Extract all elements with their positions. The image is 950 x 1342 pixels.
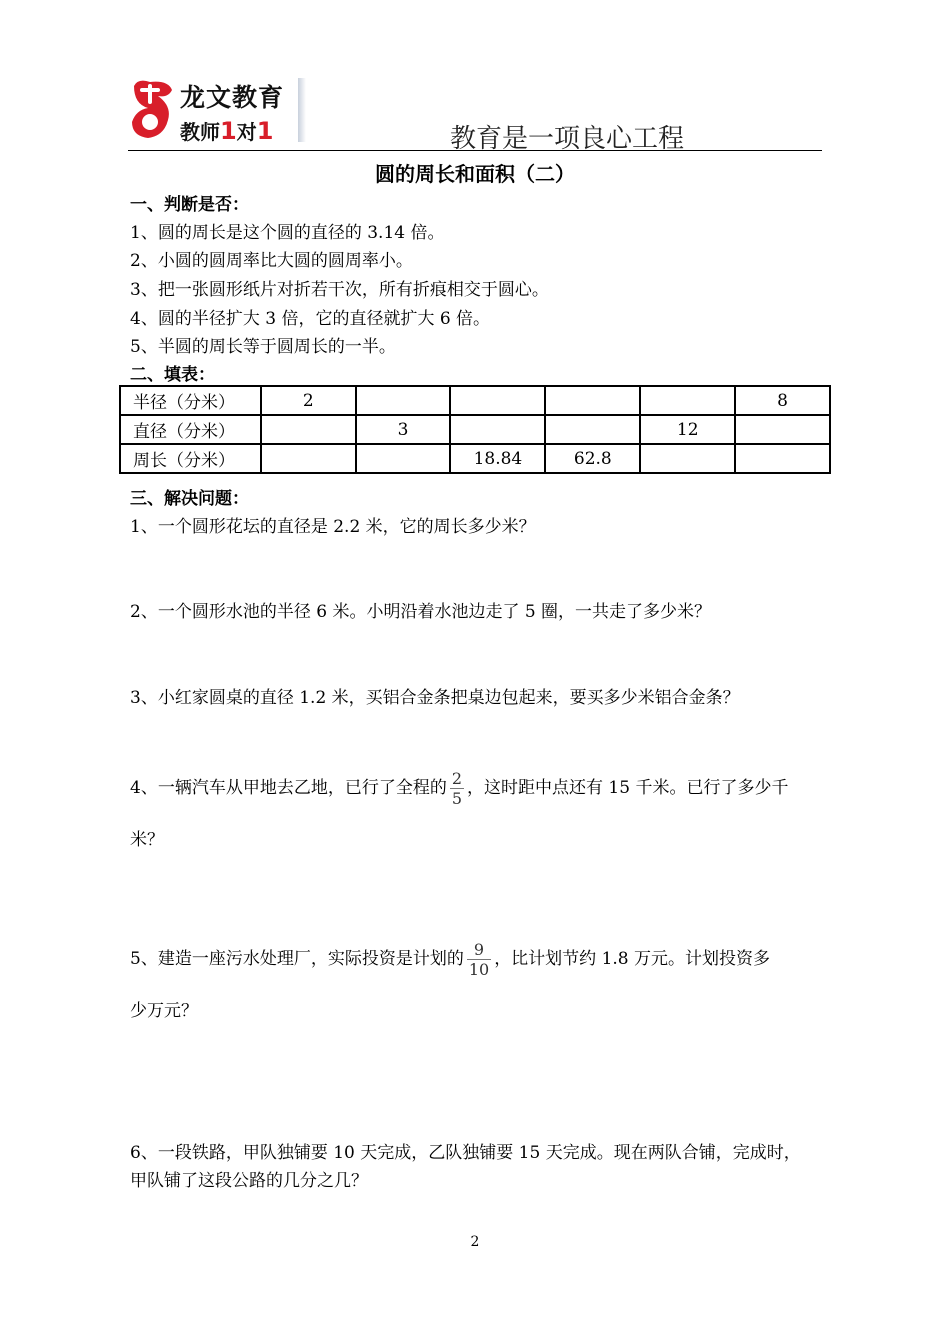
row-label-radius: 半径（分米） — [120, 386, 261, 415]
row-label-circumference: 周长（分米） — [120, 444, 261, 473]
table-cell — [356, 444, 451, 473]
problem-6-line-1: 6、一段铁路，甲队独铺要 10 天完成，乙队独铺要 15 天完成。现在两队合铺，完成时， — [130, 1143, 801, 1163]
fraction-numerator: 2 — [451, 769, 463, 788]
logo-sub-one-b: 1 — [256, 117, 274, 145]
logo-sub-one-a: 1 — [220, 117, 237, 145]
header-rule — [128, 150, 822, 151]
logo-edge-shade — [298, 78, 306, 142]
logo-sub-text: 教师 — [180, 120, 220, 144]
page-number: 2 — [470, 1234, 480, 1250]
table-cell — [545, 386, 640, 415]
problem-5-continued: 少万元？ — [130, 1001, 198, 1021]
brand-logo — [128, 76, 308, 146]
table-cell: 18.84 — [450, 444, 545, 473]
table-cell — [356, 386, 451, 415]
problem-5-after: ，比计划节约 1.8 万元。计划投资多 — [494, 949, 771, 969]
table-cell — [735, 415, 830, 444]
table-cell — [261, 444, 356, 473]
judge-item-2: 2、小圆的圆周率比大圆的圆周率小。 — [130, 251, 413, 271]
problem-2: 2、一个圆形水池的半径 6 米。小明沿着水池边走了 5 圈，一共走了多少米？ — [130, 602, 712, 622]
section2-heading: 二、填表： — [130, 365, 215, 385]
table-cell — [450, 415, 545, 444]
header-slogan: 教育是一项良心工程 — [450, 124, 685, 154]
judge-item-5: 5、半圆的周长等于圆周长的一半。 — [130, 337, 396, 357]
table-row-diameter — [120, 415, 830, 444]
page-title: 圆的周长和面积（二） — [375, 162, 575, 186]
fraction-2-5 — [450, 769, 464, 808]
problem-3: 3、小红家圆桌的直径 1.2 米，买铝合金条把桌边包起来，要买多少米铝合金条？ — [130, 688, 740, 708]
problem-4-after: ，这时距中点还有 15 千米。已行了多少千 — [467, 778, 789, 798]
row-label-diameter: 直径（分米） — [120, 415, 261, 444]
problem-1: 1、一个圆形花坛的直径是 2.2 米，它的周长多少米？ — [130, 517, 536, 537]
table-cell — [640, 444, 735, 473]
section3-heading: 三、解决问题： — [130, 489, 249, 509]
problem-4-continued: 米？ — [130, 830, 164, 850]
logo-name: 龙文教育 — [180, 83, 285, 112]
problem-4 — [130, 769, 788, 808]
table-cell — [545, 415, 640, 444]
fraction-9-10 — [467, 940, 491, 979]
table-cell — [735, 444, 830, 473]
judge-item-4: 4、圆的半径扩大 3 倍，它的直径就扩大 6 倍。 — [130, 309, 491, 329]
logo-subtitle — [180, 116, 273, 145]
table-cell: 2 — [261, 386, 356, 415]
problem-5-before: 5、建造一座污水处理厂，实际投资是计划的 — [130, 949, 464, 969]
fraction-denominator: 5 — [451, 789, 463, 808]
section1-heading: 一、判断是否： — [130, 195, 249, 215]
table-cell: 3 — [356, 415, 451, 444]
judge-item-1: 1、圆的周长是这个圆的直径的 3.14 倍。 — [130, 223, 445, 243]
fraction-numerator: 9 — [467, 940, 491, 960]
problem-4-before: 4、一辆汽车从甲地去乙地，已行了全程的 — [130, 778, 447, 798]
logo-mark-icon — [128, 76, 176, 144]
table-cell — [640, 386, 735, 415]
table-cell: 8 — [735, 386, 830, 415]
fraction-denominator: 10 — [468, 960, 490, 979]
table-cell — [261, 415, 356, 444]
logo-sub-mid: 对 — [236, 120, 257, 144]
table-row-radius — [120, 386, 830, 415]
judge-item-3: 3、把一张圆形纸片对折若干次，所有折痕相交于圆心。 — [130, 280, 549, 300]
problem-5 — [130, 940, 770, 979]
table-cell: 62.8 — [545, 444, 640, 473]
problem-6-line-2: 甲队铺了这段公路的几分之几？ — [130, 1171, 368, 1191]
fill-table — [119, 385, 831, 474]
table-row-circumference — [120, 444, 830, 473]
table-cell — [450, 386, 545, 415]
table-cell: 12 — [640, 415, 735, 444]
